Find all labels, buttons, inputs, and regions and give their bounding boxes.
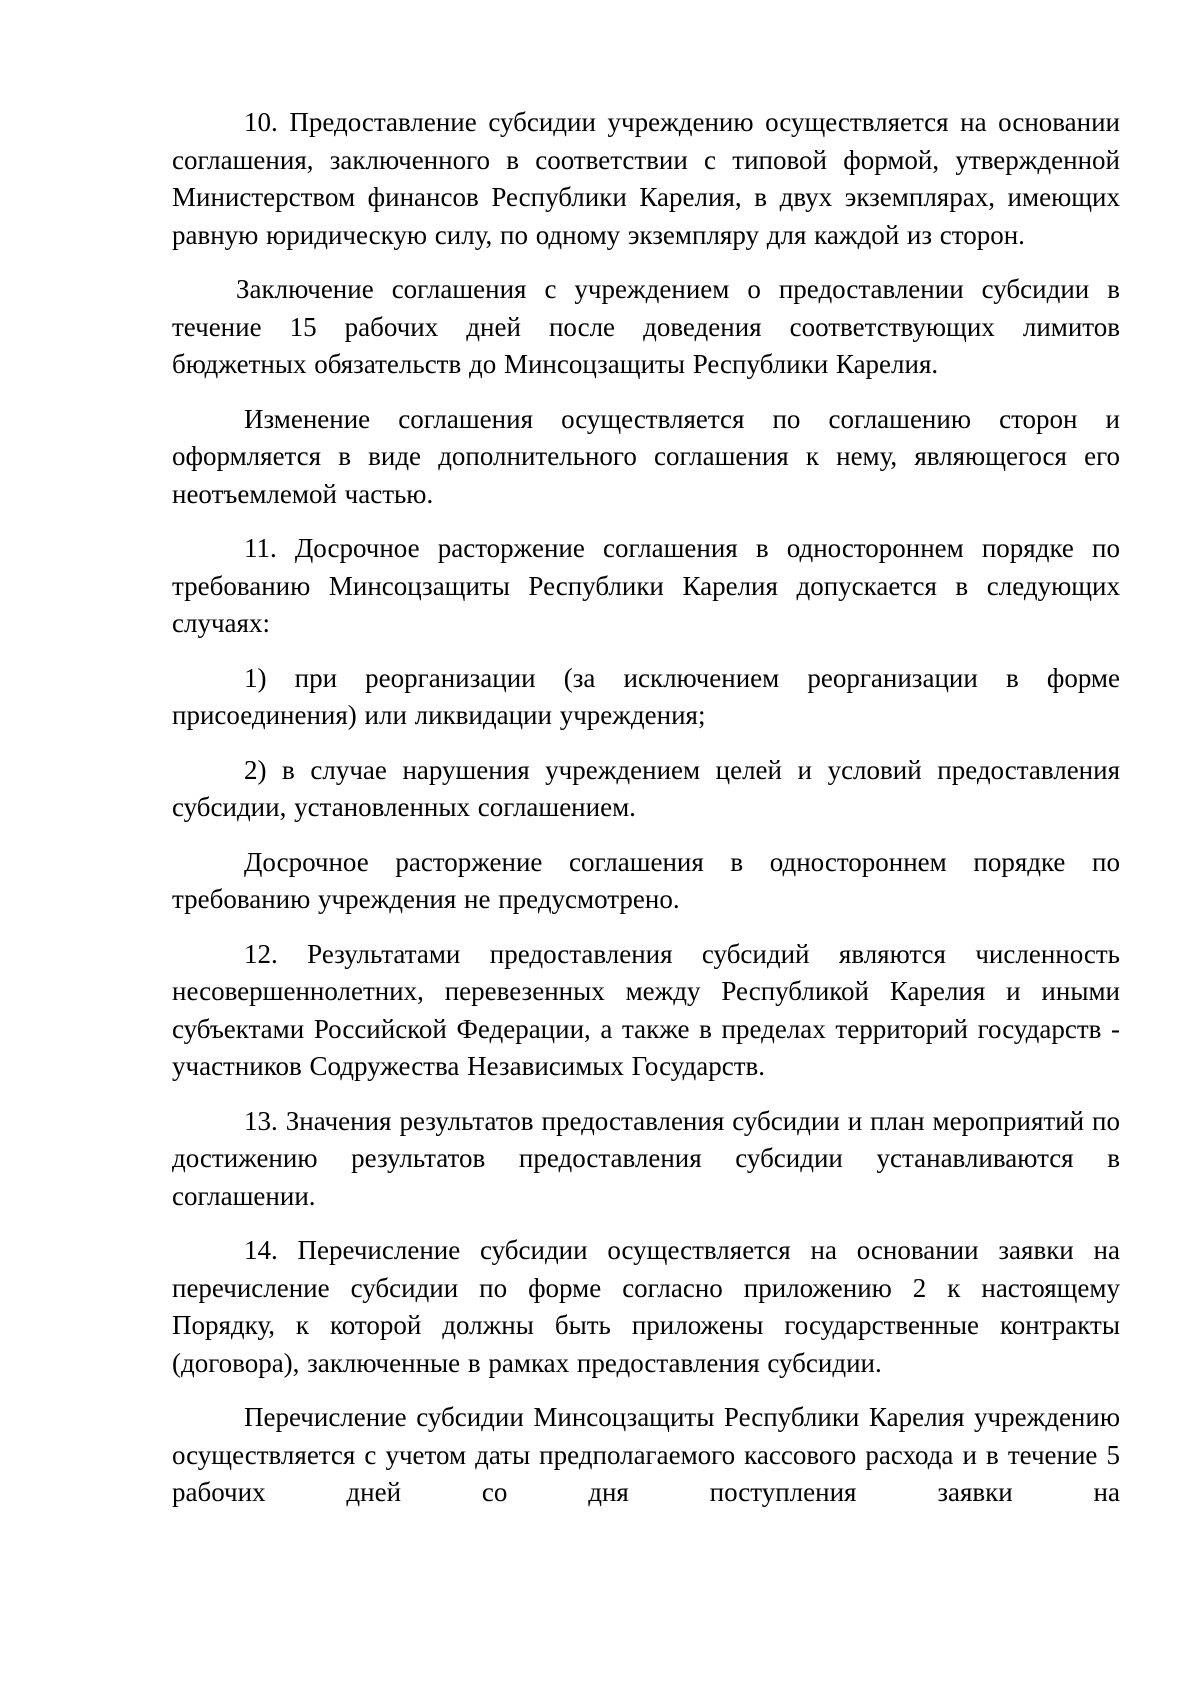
paragraph-agreement-conclusion: Заключение соглашения с учреждением о предоставлении субсидии в течение 15 рабочих дней после доведения соответствующих лимитов бюджетных обязательств до Минсоцзащиты Республики Карелия. — [172, 274, 1120, 379]
document-page — [172, 104, 1120, 1529]
paragraph-case-2-violation: 2) в случае нарушения учреждением целей и условий предоставления субсидии, установленных соглашением. — [172, 754, 1120, 822]
paragraph-case-1-reorganization: 1) при реорганизации (за исключением реорганизации в форме присоединения) или ликвидации учреждения; — [172, 662, 1120, 730]
paragraph-termination-by-institution: Досрочное расторжение соглашения в одностороннем порядке по требованию учреждения не предусмотрено. — [172, 846, 1120, 914]
paragraph-12-results: 12. Результатами предоставления субсидий являются численность несовершеннолетних, перевезенных между Республикой Карелия и иными субъектами Российской Федерации, а также в пределах территорий государств - участников Содружества Независимых Государств. — [172, 938, 1120, 1081]
paragraph-agreement-change: Изменение соглашения осуществляется по соглашению сторон и оформляется в виде дополнительного соглашения к нему, являющегося его неотъемлемой частью. — [172, 403, 1120, 509]
paragraph-10-subsidy-agreement: 10. Предоставление субсидии учреждению осуществляется на основании соглашения, заключенного в соответствии с типовой формой, утвержденной Министерством финансов Республики Карелия, в двух экземплярах, имеющих равную юридическую силу, по одному экземпляру для каждой из сторон. — [172, 107, 1120, 250]
paragraph-transfer-timing: Перечисление субсидии Минсоцзащиты Республики Карелия учреждению осуществляется с учетом даты предполагаемого кассового расхода и в течение 5 рабочих дней со дня поступления заявки на — [172, 1402, 1120, 1507]
paragraph-13-result-values: 13. Значения результатов предоставления субсидии и план мероприятий по достижению результатов предоставления субсидии устанавливаются в соглашении. — [172, 1105, 1120, 1211]
paragraph-11-early-termination: 11. Досрочное расторжение соглашения в одностороннем порядке по требованию Минсоцзащиты Республики Карелия допускается в следующих случаях: — [172, 533, 1120, 638]
paragraph-14-transfer-request: 14. Перечисление субсидии осуществляется на основании заявки на перечисление субсидии по форме согласно приложению 2 к настоящему Порядку, к которой должны быть приложены государственные контракты (договора), заключенные в рамках предоставления субсидии. — [172, 1235, 1120, 1378]
